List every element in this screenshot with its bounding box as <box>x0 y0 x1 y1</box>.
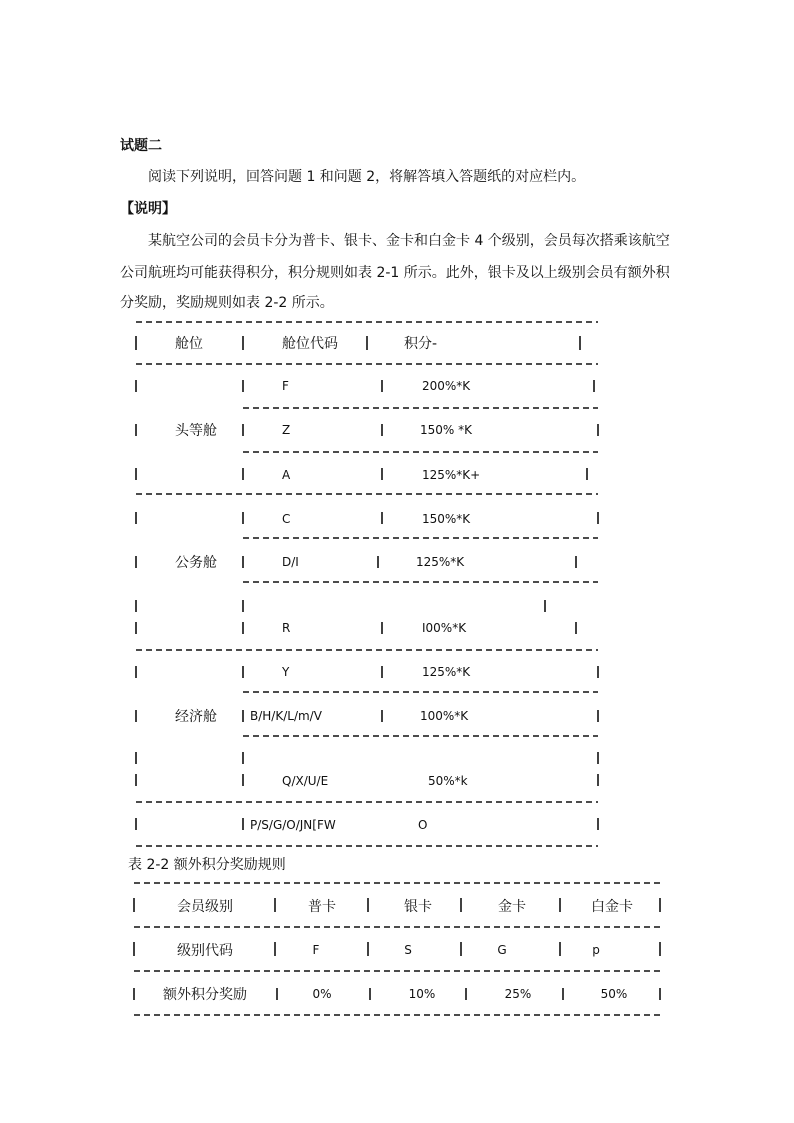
description-line-3: 分奖励，奖励规则如表 2-2 所示。 <box>120 295 334 311</box>
table2-bonus-cell: 0% <box>312 987 332 1001</box>
row-points: 50%*k <box>428 774 468 788</box>
table2-header-label: 会员级别 <box>177 899 233 915</box>
table1-header-cabin: 舱位 <box>175 336 203 352</box>
row-points: 125%*K <box>422 665 471 679</box>
row-code: Q/X/U/E <box>282 774 329 788</box>
table2-bonus-cell: 50% <box>600 987 628 1001</box>
row-code: D/I <box>282 555 299 569</box>
row-points: O <box>418 818 428 832</box>
row-code: B/H/K/L/m/V <box>250 709 322 723</box>
table1-header-points: 积分- <box>404 336 438 352</box>
table2-bonus-cell: 25% <box>504 987 532 1001</box>
row-code: A <box>282 468 291 482</box>
section-label: 【说明】 <box>120 201 176 217</box>
table2-header-card: 金卡 <box>498 899 526 915</box>
row-code: P/S/G/O/JN[FW <box>250 818 336 832</box>
row-points: 150%*K <box>422 512 471 526</box>
table1-header-code: 舱位代码 <box>282 336 338 352</box>
table2-code-cell: p <box>592 943 600 957</box>
row-code: R <box>282 621 291 635</box>
row-points: 200%*K <box>422 379 471 393</box>
intro-text: 阅读下列说明，回答问题 1 和问题 2，将解答填入答题纸的对应栏内。 <box>148 169 586 185</box>
table2-code-cell: S <box>404 943 412 957</box>
table2-header-card: 银卡 <box>404 899 432 915</box>
group-first-class: 头等舱 <box>175 423 217 439</box>
row-code: Z <box>282 423 291 437</box>
table2-code-cell: G <box>497 943 507 957</box>
group-business-class: 公务舱 <box>175 555 217 571</box>
row-points: 125%*K+ <box>422 468 481 482</box>
row-points: 100%*K <box>420 709 469 723</box>
row-code: F <box>282 379 289 393</box>
table2-header-card: 白金卡 <box>591 899 633 915</box>
group-economy-class: 经济舱 <box>175 709 217 725</box>
table2-caption: 表 2-2 额外积分奖励规则 <box>128 857 286 873</box>
question-heading: 试题二 <box>120 138 162 154</box>
table2-bonus-cell: 10% <box>408 987 436 1001</box>
table2-code-label: 级别代码 <box>177 943 233 959</box>
table2-header-card: 普卡 <box>308 899 336 915</box>
row-points: 125%*K <box>416 555 465 569</box>
row-code: Y <box>282 665 290 679</box>
row-points: I00%*K <box>422 621 467 635</box>
description-line-2: 公司航班均可能获得积分，积分规则如表 2-1 所示。此外，银卡及以上级别会员有额外积 <box>120 265 670 281</box>
row-points: 150% *K <box>420 423 472 437</box>
row-code: C <box>282 512 291 526</box>
table2-code-cell: F <box>312 943 320 957</box>
table2-bonus-label: 额外积分奖励 <box>163 987 247 1003</box>
description-line-1: 某航空公司的会员卡分为普卡、银卡、金卡和白金卡 4 个级别，会员每次搭乘该航空 <box>148 233 670 249</box>
